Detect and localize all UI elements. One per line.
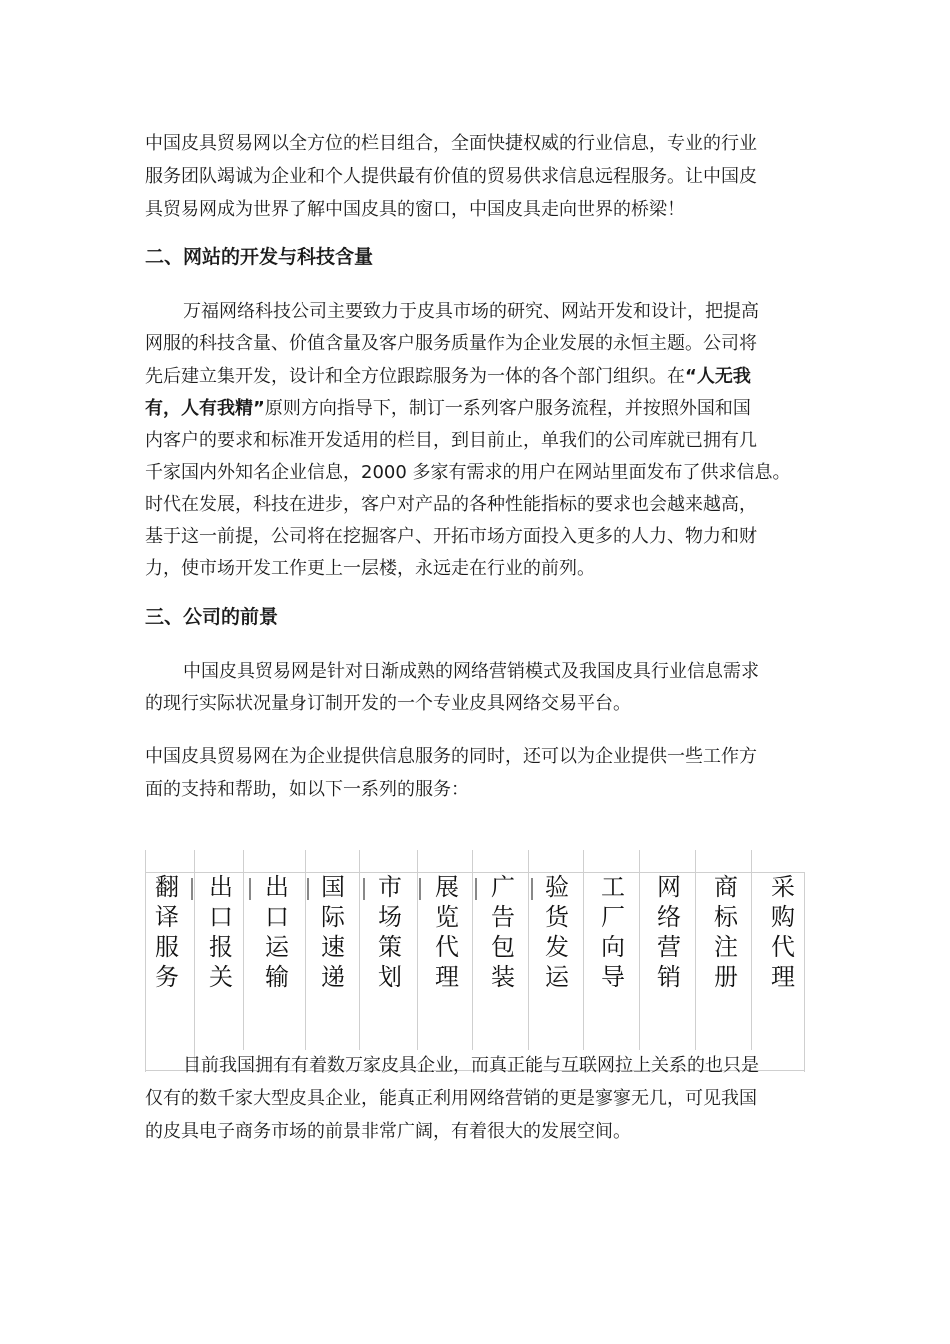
services-grid bbox=[145, 850, 805, 1072]
section3-para1-line-1: 中国皮具贸易网是针对日渐成熟的网络营销模式及我国皮具行业信息需求 bbox=[183, 661, 759, 682]
section2-line-3 bbox=[145, 366, 751, 388]
section2-line-3-text: 先后建立集开发，设计和全方位跟踪服务为一体的各个部门组织。在 bbox=[145, 366, 685, 387]
service-factory-guide: 工厂向导 bbox=[601, 873, 625, 991]
section3-para2-line-1: 中国皮具贸易网在为企业提供信息服务的同时，还可以为企业提供一些工作方 bbox=[145, 746, 757, 767]
emphasis-quote-part1: “人无我 bbox=[685, 366, 751, 387]
service-export-shipping: 出口运输 bbox=[265, 873, 289, 991]
section3-para1-line-2: 的现行实际状况量身订制开发的一个专业皮具网络交易平台。 bbox=[145, 693, 631, 714]
section2-line-2: 网服的科技含量、价值含量及客户服务质量作为企业发展的永恒主题。公司将 bbox=[145, 333, 757, 354]
section2-line-1: 万福网络科技公司主要致力于皮具市场的研究、网站开发和设计，把提高 bbox=[183, 301, 759, 322]
section3-para3-line-2: 仅有的数千家大型皮具企业，能真正利用网络营销的更是寥寥无几，可见我国 bbox=[145, 1088, 757, 1109]
service-purchasing-agency: 采购代理 bbox=[771, 873, 795, 991]
section2-line-4 bbox=[145, 398, 751, 420]
service-trademark-registration: 商标注册 bbox=[714, 873, 738, 991]
intro-line-3: 具贸易网成为世界了解中国皮具的窗口，中国皮具走向世界的桥梁！ bbox=[145, 199, 685, 220]
section2-line-6: 千家国内外知名企业信息，2000 多家有需求的用户在网站里面发布了供求信息。 bbox=[145, 462, 791, 483]
section2-line-9: 力，使市场开发工作更上一层楼，永远走在行业的前列。 bbox=[145, 558, 595, 579]
intro-line-2: 服务团队竭诚为企业和个人提供最有价值的贸易供求信息远程服务。让中国皮 bbox=[145, 166, 757, 187]
emphasis-quote-part2: 有，人有我精” bbox=[145, 398, 265, 419]
section3-para2-line-2: 面的支持和帮助，如以下一系列的服务： bbox=[145, 779, 469, 800]
service-international-express: 国际速递 bbox=[321, 873, 345, 991]
section2-line-8: 基于这一前提，公司将在挖掘客户、开拓市场方面投入更多的人力、物力和财 bbox=[145, 526, 757, 547]
service-ad-packaging: 广告包装 bbox=[491, 873, 515, 991]
service-marketing-planning: 市场策划 bbox=[378, 873, 402, 991]
section3-para3-line-3: 的皮具电子商务市场的前景非常广阔，有着很大的发展空间。 bbox=[145, 1121, 631, 1142]
section2-line-4-text: 原则方向指导下，制订一系列客户服务流程，并按照外国和国 bbox=[264, 398, 751, 419]
section3-para3-line-1: 目前我国拥有有着数万家皮具企业，而真正能与互联网拉上关系的也只是 bbox=[183, 1055, 759, 1076]
service-inspection-shipping: 验货发运 bbox=[545, 873, 569, 991]
service-online-marketing: 网络营销 bbox=[657, 873, 681, 991]
service-translation: 翻译服务 bbox=[155, 873, 179, 991]
section2-heading: 二、网站的开发与科技含量 bbox=[145, 246, 374, 268]
intro-line-1: 中国皮具贸易网以全方位的栏目组合，全面快捷权威的行业信息，专业的行业 bbox=[145, 133, 757, 154]
service-exhibition-agency: 展览代理 bbox=[435, 873, 459, 991]
section3-heading: 三、公司的前景 bbox=[145, 606, 279, 628]
service-export-customs: 出口报关 bbox=[209, 873, 233, 991]
section2-line-5: 内客户的要求和标准开发适用的栏目，到目前止，单我们的公司库就已拥有几 bbox=[145, 430, 757, 451]
section2-line-7: 时代在发展，科技在进步，客户对产品的各种性能指标的要求也会越来越高， bbox=[145, 494, 757, 515]
